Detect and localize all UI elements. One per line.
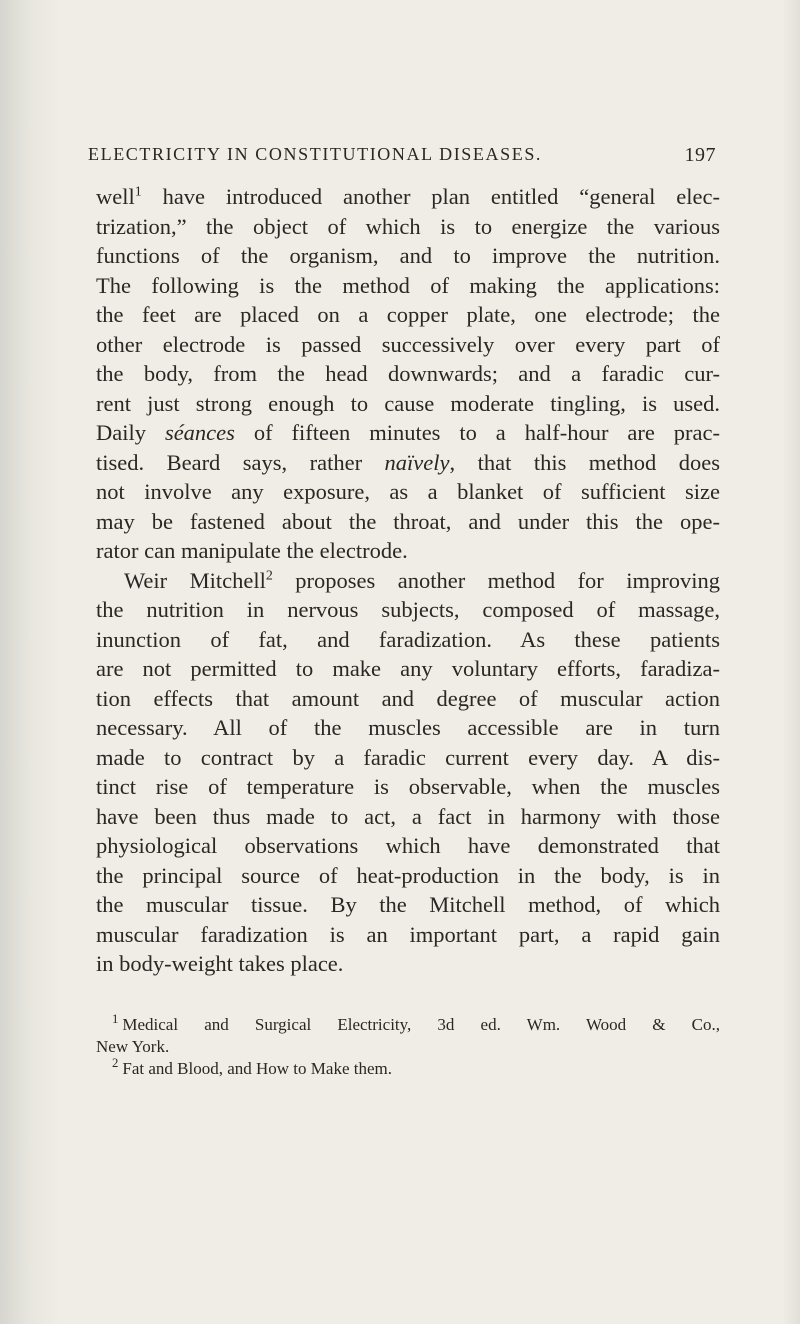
text-line: rent just strong enough to cause moderate tingling, is used. (96, 390, 720, 416)
paragraph-general-electrization (96, 182, 720, 566)
text-line: tised. Beard says, rather naïvely, that this method does (96, 449, 720, 475)
text-line: tion effects that amount and degree of muscular action (96, 685, 720, 711)
paragraph-mitchell-method (96, 566, 720, 979)
text-line: trization,” the object of which is to energize the various (96, 213, 720, 239)
text-line: functions of the organism, and to improve the nutrition. (96, 243, 720, 268)
page-number: 197 (684, 144, 716, 166)
running-title: ELECTRICITY IN CONSTITUTIONAL DISEASES. (88, 144, 543, 164)
text-line: The following is the method of making the applications: (96, 272, 720, 298)
text-line: the body, from the head downwards; and a faradic cur- (96, 361, 720, 386)
footnote-ref-1: 1 (134, 184, 142, 200)
footnote-2: $^2$ Fat and Blood, and How to Make them. (112, 1056, 392, 1078)
text-line: Weir Mitchell$^2$ proposes another method for improving (124, 567, 720, 593)
footnote-1-continued: New York. (96, 1037, 170, 1056)
text-line: the muscular tissue. By the Mitchell method, of which (96, 892, 720, 917)
text-line: inunction of fat, and faradization. As these patients (96, 626, 720, 652)
text-line: rator can manipulate the electrode. (96, 538, 408, 563)
footnote-ref-2: 2 (265, 568, 273, 583)
footnotes (96, 1014, 720, 1080)
italic-term: séances (164, 420, 235, 445)
footnote-mark-2: 2 (112, 1056, 119, 1071)
italic-term: naïvely (384, 449, 450, 475)
page-header (88, 144, 716, 168)
text-line: have been thus made to act, a fact in harmony with those (96, 803, 720, 829)
text-line: the principal source of heat-production in the body, is in (96, 862, 720, 888)
text-line: not involve any exposure, as a blanket of sufficient size (96, 479, 720, 504)
text-line: other electrode is passed successively over every part of (96, 331, 720, 357)
footnote-1: $^1$ Medical and Surgical Electricity, 3d ed. Wm. Wood & Co., (112, 1012, 720, 1034)
text-line: in body-weight takes place. (96, 951, 344, 976)
footnote-mark-1: 1 (112, 1012, 119, 1027)
text-line: may be fastened about the throat, and under this the ope- (96, 508, 720, 534)
text-line: tinct rise of temperature is observable, when the muscles (96, 774, 720, 799)
text-line: are not permitted to make any voluntary efforts, faradiza- (96, 656, 720, 681)
text-line: the nutrition in nervous subjects, composed of massage, (96, 597, 720, 622)
text-line: Daily séances of fifteen minutes to a half-hour are prac- (96, 420, 720, 445)
text-line: well$^1$ have introduced another plan entitled “general elec- (96, 184, 720, 209)
body-text (96, 182, 720, 979)
text-line: necessary. All of the muscles accessible are in turn (96, 715, 720, 740)
text-line: physiological observations which have demonstrated that (96, 833, 720, 858)
text-line: muscular faradization is an important part, a rapid gain (96, 921, 720, 947)
text-line: made to contract by a faradic current every day. A dis- (96, 744, 720, 770)
text-line: the feet are placed on a copper plate, one electrode; the (96, 302, 720, 327)
